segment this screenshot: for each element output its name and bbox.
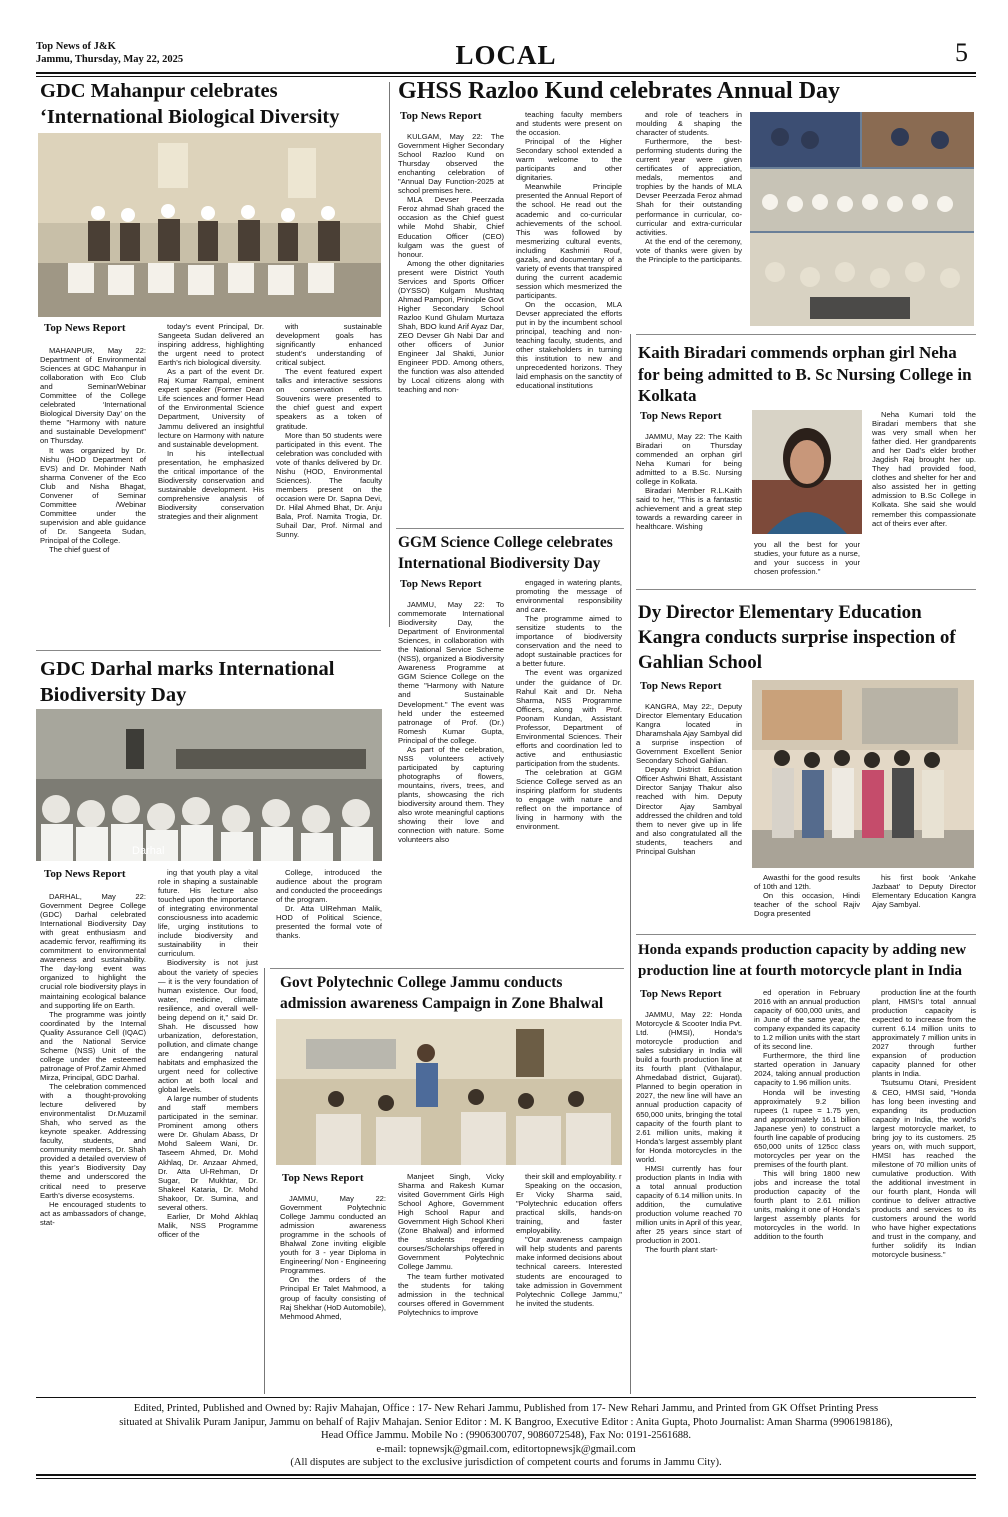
- paragraph: their skill and employability. r: [525, 1172, 622, 1181]
- byline: Top News Report: [640, 988, 722, 1000]
- column-divider: [389, 82, 390, 627]
- headline: GDC Darhal marks International Biodiversity Day: [40, 658, 335, 706]
- page-number: 5: [955, 38, 968, 67]
- paragraph: More than 50 students were participated in this event. The celebration was concluded with vote of thanks delivered by Dr. Nishu (HOD, Environmental Sciences). The faculty members present on the occasion were Dr. Sapna Devi, Dr. Hilal Ahmed Bhat, Dr. Anju Bala, Prof. Namita Trogia, Dr. Suhail Dar, Prof. Nirmal and Sunny.: [276, 430, 382, 540]
- paragraph: This will bring 1800 new jobs and increase the total production capacity of the fourth plant to 2.61 million units, making it one of Honda’s largest assembly plants for motorcycles in the world. In addition to the fourth: [754, 1168, 860, 1242]
- article-column: [398, 132, 504, 524]
- headline: GGM Science College celebrates International Biodiversity Day: [398, 534, 613, 572]
- paragraph: production line at the fourth plant, HMSI’s total annual production capacity is expected to increase from the current 6.14 million units to approximately 7 million units in 2027 through further expansion of production capacity planned for other plants in India.: [872, 988, 976, 1079]
- article-column: [754, 873, 860, 929]
- paragraph: Manjeet Singh, Vicky Sharma and Rakesh Kumar visited Government Girls High School Aghore, Government High School Rapur and Government High School Kheri (Zone Bhalwal) and informed the students regarding courses/Scholarships offered in Government Polytechnic College Jammu.: [398, 1172, 504, 1272]
- byline: Top News Report: [282, 1172, 364, 1184]
- article-column: [754, 540, 860, 584]
- paragraph: The celebration at GGM Science College served as an inspiring platform for students to engage with nature and reflect on the importance of living in harmony with the environment.: [516, 767, 622, 832]
- paragraph: JAMMU, May 22: To commemorate International Biodiversity Day, the Department of Environmental Sciences, in collaboration with the National Service Scheme (NSS), organized a Biodiversity Awareness Programme at GGM Science College on the theme "Harmony with Nature and Sustainable Development." The event was held under the esteemed patronage of Prof. (Dr.) Romesh Kumar Gupta, Principal of the college.: [398, 600, 504, 745]
- byline: Top News Report: [44, 322, 126, 334]
- imprint-line: situated at Shivalik Puram Janipur, Jammu on behalf of Rajiv Mahajan. Senior Editor : M. K Bangroo, Executive Editor : Anita Gupta, Photo Journalist: Aman Sharma (9906198186),: [119, 1416, 893, 1428]
- column-divider: [630, 334, 631, 1394]
- section-title: LOCAL: [455, 40, 557, 70]
- paragraph: The fourth plant start-: [645, 1245, 718, 1255]
- paragraph: It was organized by Dr. Nishu (HOD Department of EVS) and Dr. Mohinder Nath sharma Convener of the Eco Club and Nisha Bhagat, Convener of Seminar Committee /Webinar Committee under the supervision and able guidance of Dr. Sangeeta Sudan, Principal of the College.: [40, 445, 146, 545]
- paragraph: today’s event Principal, Dr. Sangeeta Sudan delivered an inspiring address, highlighting the urgent need to protect Earth’s rich biological diversity.: [158, 322, 264, 368]
- article-column: [754, 988, 860, 1390]
- article-column: [280, 1194, 386, 1390]
- byline: Top News Report: [640, 680, 722, 692]
- paragraph: Among the other dignitaries present were District Youth Services and Sports Officer (DYSSO) Kulgam Mushtaq Ahmad Pampori, Principle Govt Higher Secondary School Razloo Kund Ghulam Murtaza Shah, BDO kund Arif Ayaz Dar, ZEO Devser Gh Nabi Dar and other officers of Junior Engineer Jal Shakti, Junior Engineer PDD. Among others, the function was also attended by Local citizens along with teaching and non-: [398, 258, 504, 395]
- article-column: [872, 988, 976, 1390]
- paragraph: Tsutsumu Otani, President & CEO, HMSI said, "Honda has long been investing and expanding its production capacity in India, the world’s largest motorcycle market, to bring joy to its customers. 25 years on, with much support, HMSI has reached the milestone of 70 million units of cumulative production. With the additional investment in our fourth plant, Honda will continue to deliver attractive products and services to its customers around the world who have higher expectations and trust in the company, and further solidify its Indian motorcycle business.": [872, 1078, 976, 1260]
- article-column: [398, 1172, 504, 1390]
- article-column: [40, 346, 146, 638]
- paragraph: engaged in watering plants, promoting the message of environmental responsibility and care.: [516, 578, 622, 615]
- article-photo: [36, 709, 382, 861]
- article-column: [516, 1172, 622, 1390]
- dateline: Jammu, Thursday, May 22, 2025: [36, 54, 184, 65]
- paragraph: and role of teachers in moulding & shaping the character of students.: [636, 110, 742, 138]
- byline: Top News Report: [400, 578, 482, 590]
- section-divider: [636, 589, 976, 590]
- paragraph: ing that youth play a vital role in shaping a sustainable future. His lecture also touched upon the importance of integrating environmental consciousness into academic life, urging institutions to include biodiversity and sustainability in their curriculum.: [158, 868, 258, 959]
- article-column: [872, 410, 976, 584]
- article-column: [158, 322, 264, 638]
- paragraph: JAMMU, May 22: Government Polytechnic College Jammu conducted an admission awareness programme in the schools of Bhalwal Zone inviting eligible youth for 3 - year Diploma in Engineering/ Non - Engineering Programmes.: [280, 1194, 386, 1276]
- paragraph: Meanwhile Principle presented the Annual Report of the school. He read out the academic and co-curricular achievements of the school. This was followed by mesmerizing cultural events, including Kashmiri Rouf, gazals, and documentary of a variety of events that transpired during the current academic session which mesmerized the participants.: [516, 182, 622, 300]
- paragraph: At the end of the ceremony, vote of thanks were given by the Principle to the participants.: [636, 236, 742, 264]
- article-photo: [752, 410, 862, 534]
- paragraph: MAHANPUR, May 22: Department of Environmental Sciences at GDC Mahanpur in collaboration with Eco Club and Seminar/Webinar Committee of the College celebrated ‘International Biological Diversity Day’ on the theme "Harmony with nature and sustainable Development" on Thursday.: [40, 346, 146, 446]
- imprint-line: e-mail: topnewsjk@gmail.com, editortopnewsjk@gmail.com: [376, 1443, 636, 1455]
- imprint-line: Head Office Jammu. Mobile No : (9906300707, 9086072548), Fax No: 0191-2561688.: [321, 1430, 691, 1442]
- paragraph: A large number of students and staff members participated in the seminar. Prominent among others were Dr. Ghulam Abass, Dr Mohd Saleem Wani, Dr. Taseem Ahmed, Dr. Mohd Akhlaq, Dr. Anzaar Ahmed, Dr. Atta Ul-Rehman, Dr Sugar, Dr Mukhtar, Dr. Shakeel Kataria, Dr. Mohd Shakoor, Dr. Sumina, and several others.: [158, 1094, 258, 1212]
- article-column: [158, 868, 258, 1390]
- masthead-rule: [36, 72, 976, 74]
- section-divider: [36, 650, 381, 651]
- paragraph: KULGAM, May 22: The Government Higher Secondary School Razloo Kund on Thursday observed the enchanting celebration of "Annual Day Function-2025 at school premises here.: [398, 132, 504, 196]
- article-column: [40, 892, 146, 1390]
- headline: GHSS Razloo Kund celebrates Annual Day: [398, 78, 841, 104]
- imprint-line: Edited, Printed, Published and Owned by: Rajiv Mahajan, Office : 17- New Rehari Jammu, Published from 17- New Rehari Jammu, and Printed from GK Offset Printing Press: [133, 1403, 879, 1414]
- paragraph: The team further motivated the students for taking admission in the technical courses offered in Government Polytechnics to improve: [398, 1271, 504, 1317]
- paragraph: ed operation in February 2016 with an annual production capacity of 600,000 units, and in June of the same year, the company expanded its capacity to 1.2 million units with the start of its second line.: [754, 988, 860, 1052]
- paragraph: Dr. Atta UlRehman Malik, HOD of Political Science, presented the formal vote of thanks.: [276, 904, 382, 941]
- article-column: [516, 110, 622, 524]
- paragraph: On this occasion, Hindi teacher of the school Rajiv Dogra presented: [754, 891, 860, 919]
- section-divider: [270, 968, 624, 969]
- section-divider: [636, 334, 976, 335]
- article-photo: [38, 133, 381, 317]
- paragraph: Neha Kumari told the Biradari members that she was very small when her father died. Her grandparents and her Dad’s elder brother Jagdish Raj brought her up. They had provided food, clothes and shelter for her and also assisted her in getting admission to B.Sc College in Kolkata. She said she would remember this compassionate act of theirs ever after.: [872, 410, 976, 528]
- byline: Top News Report: [640, 410, 722, 422]
- paragraph: The event featured expert talks and interactive sessions on conservation efforts. Souvenirs were presented to the chief guest and expert speakers as a token of gratitude.: [276, 367, 382, 431]
- paragraph: "Our awareness campaign will help students and parents make informed decisions about technical careers. Interested students are encouraged to take admission in Government Polytechnic College Jammu," he invited the students.: [516, 1235, 622, 1308]
- paragraph: you all the best for your studies, your future as a nurse, and your success in your chosen profession.": [754, 540, 860, 577]
- byline: Top News Report: [44, 868, 126, 880]
- article-column: [636, 702, 742, 930]
- masthead: [36, 40, 976, 72]
- paragraph: As a part of the event Dr. Raj Kumar Rampal, eminent expert speaker (Former Dean Life sciences and former Head of the Environmental Science Department, University of Jammu delivered an insightful lecture on Harmony with nature and sustainable development.: [158, 367, 264, 449]
- paragraph: HMSI currently has four production plants in India with a total annual production capacity of 6.14 million units. In addition, the cumulative production volume reached 70 million units in April of this year, after 25 years since start of production in 2001.: [636, 1163, 742, 1246]
- paragraph: In his intellectual presentation, he emphasized the critical importance of the Biodiversity conservation and sustainable development. His comprehensive analysis of Biodiversity conservation strategies and their alignment: [158, 448, 264, 521]
- byline: Top News Report: [400, 110, 482, 122]
- paragraph: Furthermore, the third line started operation in January 2024, taking annual production capacity to 1.96 million units.: [754, 1051, 860, 1088]
- paragraph: with sustainable development goals has significantly enhanced student’s understanding of critical subject.: [276, 322, 382, 368]
- paragraph: Biradari Member R.L.Kaith said to her, "This is a fantastic achievement and a great step towards a rewarding career in healthcare. Wishing: [636, 486, 742, 532]
- imprint-footer: [36, 1402, 976, 1470]
- footer-rule-bottom: [36, 1474, 976, 1476]
- headline: Honda expands production capacity by adding new production line at fourth motorcycle plant in India: [638, 942, 967, 979]
- article-photo: [750, 112, 974, 326]
- footer-rule-bottom-thin: [36, 1478, 976, 1479]
- paragraph: Earlier, Dr Mohd Akhlaq Malik, NSS Programme officer of the: [158, 1211, 258, 1239]
- paragraph: The programme was jointly coordinated by the Internal Quality Assurance Cell (IQAC) and the National Service Scheme (NSS) Unit of the college under the esteemed patronage of Prof.Zamir Ahmed Mirza, Principal, GDC Darhal.: [40, 1009, 146, 1082]
- paragraph: MLA Devser Peerzada Feroz ahmad Shah graced the occasion as the Chief guest while Mohd Shabir, Chief Education Officer (CEO) kulgam was the guest of honour.: [398, 195, 504, 259]
- article-column: [636, 432, 742, 584]
- article-column: [276, 868, 382, 966]
- paragraph: Biodiversity is not just about the variety of species — it is the very foundation of human existence. Our food, water, medicine, climate resilience, and overall well-being depend on it," said Dr. Shah. He discussed how urbanization, deforestation, pollution, and climate change are endangering natural habitats and emphasized the urgent need for collective action at both local and global levels.: [158, 958, 258, 1095]
- paragraph: KANGRA, May 22:, Deputy Director Elementary Education Kangra located in Dharamshala Ajay Sambyal did a surprise inspection of Government Excellent Senior Secondary School Gahlian.: [636, 702, 742, 766]
- paragraph: JAMMU, May 22: Honda Motorcycle & Scooter India Pvt. Ltd. (HMSI), Honda’s motorcycle production and sales subsidiary in India will build a fourth production line at its fourth plant (Vithalapur, Ahmedabad district, Gujarat). Planned to begin operation in 2027, the new line will have an annual production capacity of 650,000 units, bringing the total capacity of the fourth plant to 2.61 million units, making it Honda’s largest assembly plant for Honda motorcycles in the world.: [636, 1010, 742, 1164]
- paragraph: DARHAL, May 22: Government Degree College (GDC) Darhal celebrated International Biodiversity Day with great enthusiasm and academic fervor, reaffirming its commitment to environmental awareness and sustainability. The day-long event was organized to highlight the crucial role biodiversity plays in maintaining ecological balance and supporting life on Earth.: [40, 892, 146, 1010]
- section-divider: [636, 934, 976, 935]
- article-column: [636, 110, 742, 330]
- paragraph: Principal of the Higher Secondary school extended a warm welcome to the participants and other dignitaries.: [516, 137, 622, 183]
- headline: GDC Mahanpur celebrates ‘International Biological Diversity: [40, 80, 340, 128]
- article-column: [276, 322, 382, 638]
- paragraph: The celebration commenced with a thought-provoking lecture delivered by environmentalist Dr.Muzamil Shah, who served as the keynote speaker. Addressing faculty, students, and community members, Dr. Shah provided a detailed overview of this year’s Biodiversity Day theme and underscored the critical need to preserve Earth’s diverse ecosystems.: [40, 1081, 146, 1200]
- paragraph: Awasthi for the good results of 10th and 12th.: [754, 873, 860, 892]
- paragraph: his first book ‘Ankahe Jazbaat’ to Deputy Director Elementary Education Kangra Ajay Sambyal.: [872, 873, 976, 910]
- section-divider: [396, 528, 624, 529]
- imprint-line: (All disputes are subject to the exclusive jurisdiction of competent courts and forums in Jammu City).: [290, 1457, 722, 1469]
- headline: Dy Director Elementary Education Kangra conducts surprise inspection of Gahlian School: [638, 602, 956, 673]
- paragraph: Honda will be investing approximately 9.2 billion rupees (1 rupee = 1.75 yen, and approximately 16.1 billion Japanese yen) to construct a fourth line capable of producing 650,000 units of 125cc class motorcycles per year on the premises of the fourth plant.: [754, 1087, 860, 1169]
- paragraph: On the orders of the Principal Er Talet Mahmood, a group of faculty consisting of Raj Shekhar (HoD Automobile), Mehmood Ahmed,: [280, 1275, 386, 1321]
- headline: Govt Polytechnic College Jammu conducts admission awareness Campaign in Zone Bhalwal: [280, 974, 604, 1012]
- column-divider: [264, 968, 265, 1394]
- photo-caption: Darhal: [132, 845, 165, 857]
- article-column: [636, 1010, 742, 1390]
- paragraph: Deputy District Education Officer Ashwini Bhatt, Assistant Director Sanjay Thakur also reached with him. Deputy Director Ajay Sambyal addressed the children and told them to never give up in life and also congratulated all the students, teachers and Principal Gulshan: [636, 765, 742, 856]
- paragraph: Speaking on the occasion, Er Vicky Sharma said, "Polytechnic education offers practical skills, hands-on training, and faster employability.: [516, 1181, 622, 1236]
- paragraph: teaching faculty members and students were present on the occasion.: [516, 110, 622, 138]
- article-photo: [276, 1019, 622, 1165]
- article-column: [872, 873, 976, 929]
- paragraph: As part of the celebration, NSS volunteers actively participated by capturing photographs of flowers, mountains, rivers, trees, and plants, showcasing the rich biodiversity around them. They also wrote meaningful captions showing their love and connection with nature. Some volunteers also: [398, 744, 504, 845]
- headline: Kaith Biradari commends orphan girl Neha for being admitted to B. Sc Nursing College in Kolkata: [638, 343, 972, 405]
- paragraph: He encouraged students to act as ambassadors of change, stat-: [40, 1199, 146, 1227]
- article-column: [516, 578, 622, 962]
- article-column: [398, 600, 504, 962]
- paragraph: JAMMU, May 22: The Kaith Biradari on Thursday commended an orphan girl Neha Kumari for being admitted to a B.Sc. Nursing college in Kolkata.: [636, 432, 742, 487]
- article-photo: [752, 680, 974, 868]
- footer-rule: [36, 1397, 976, 1398]
- publication-name: Top News of J&K: [36, 41, 116, 52]
- paragraph: On the occasion, MLA Devser appreciated the efforts put in by the incumbent school principal, teaching and non-teaching faculty, students, and other stakeholders in turning this institution to new and unprecedented horizons. They laid emphasis on the sanctity of educational institutions: [516, 299, 622, 391]
- paragraph: Furthermore, the best-performing students during the current year were given certificates of appreciation, medals, mementos and trophies by the hands of MLA Devser Peerzada Feroz ahmad Shah for their outstanding performance in curricular, co-curricular and extra-curricular activities.: [636, 137, 742, 237]
- paragraph: The event was organized under the guidance of Dr. Rahul Kait and Dr. Neha Sharma, NSS Programme Officers, along with Prof. Poonam Kundan, Assistant Professor, Department of Environmental Sciences. Their efforts and coordination led to active and enthusiastic participation from the students.: [516, 668, 622, 768]
- paragraph: The chief guest of: [49, 545, 110, 555]
- paragraph: College, introduced the audience about the program and conducted the proceedings of the program.: [276, 868, 382, 905]
- paragraph: The programme aimed to sensitize students to the importance of biodiversity conservation and the need to adopt sustainable practices for a better future.: [516, 614, 622, 669]
